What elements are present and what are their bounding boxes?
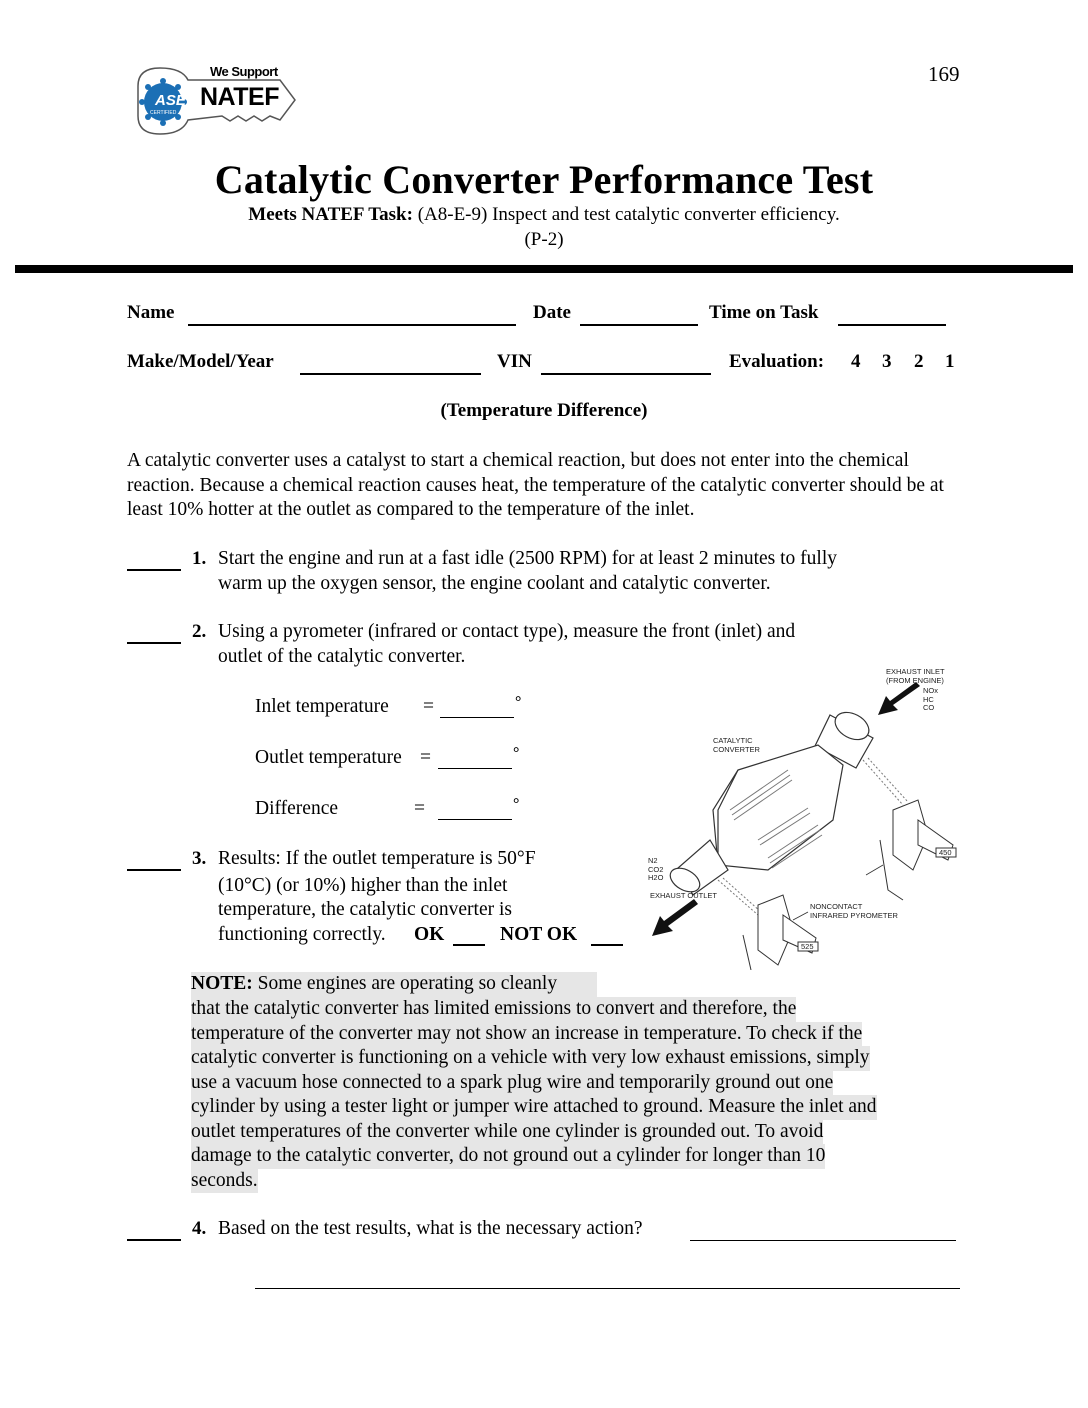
intro-paragraph: A catalytic converter uses a catalyst to start a chemical reaction, but does not enter into the chemical reaction. Because a chemical reaction causes heat, the temperature of the catalytic converter should be at least 10% hotter at the outlet as compared to the temperature of the inlet. [127, 450, 944, 520]
exhaust-inlet-label: EXHAUST INLET (FROM ENGINE) [886, 667, 945, 685]
catalytic-converter-illustration [618, 660, 958, 970]
natef-brand-text: NATEF [200, 83, 279, 111]
note-line: cylinder by using a tester light or jumper wire attached to ground. Measure the inlet and [191, 1095, 877, 1120]
vin-field[interactable] [541, 353, 711, 375]
name-label: Name [127, 302, 175, 323]
difference-degree-symbol: ° [513, 796, 520, 813]
task-label: Meets NATEF Task: [248, 204, 413, 225]
note-line: temperature of the converter may not show an increase in temperature. To check if the [191, 1022, 862, 1047]
inlet-gases: NOx HC CO [923, 686, 938, 712]
difference-equals: = [414, 798, 425, 819]
inlet-temp-label: Inlet temperature [255, 696, 389, 717]
note-line: outlet temperatures of the converter while one cylinder is grounded out. To avoid [191, 1120, 823, 1145]
step-4-check[interactable] [127, 1219, 181, 1241]
time-on-task-field[interactable] [838, 304, 946, 326]
step-1-line2: warm up the oxygen sensor, the engine coolant and catalytic converter. [218, 573, 771, 594]
step-3-check[interactable] [127, 849, 181, 871]
outlet-reading: 525 [801, 942, 814, 951]
outlet-gases: N2 CO2 H2O [648, 856, 664, 882]
ok-label: OK [414, 924, 445, 945]
outlet-degree-symbol: ° [513, 745, 520, 762]
step-3-line1: Results: If the outlet temperature is 50°F [218, 848, 536, 869]
exhaust-outlet-label: EXHAUST OUTLET [650, 891, 717, 900]
make-model-year-label: Make/Model/Year [127, 351, 274, 372]
pyrometer-label: NONCONTACT INFRARED PYROMETER [810, 902, 898, 920]
note-body [191, 997, 877, 1193]
step-1-line1: Start the engine and run at a fast idle (2500 RPM) for at least 2 minutes to fully [218, 548, 837, 569]
catalytic-converter-label: CATALYTIC CONVERTER [713, 736, 760, 754]
inlet-temp-equals: = [423, 696, 434, 717]
evaluation-option-3[interactable]: 3 [882, 351, 892, 372]
step-4-question: Based on the test results, what is the necessary action? [218, 1218, 643, 1239]
outlet-temp-equals: = [420, 747, 431, 768]
inlet-reading: 450 [939, 848, 952, 857]
priority: (P-2) [524, 229, 564, 250]
page-title: Catalytic Converter Performance Test [214, 157, 874, 202]
step-3-line2: (10°C) (or 10%) higher than the inlet [218, 875, 508, 896]
task-line [0, 204, 1088, 226]
page-number: 169 [928, 62, 960, 86]
inlet-degree-symbol: ° [515, 694, 522, 711]
we-support-text: We Support [210, 64, 278, 79]
step-3-line3: temperature, the catalytic converter is [218, 899, 512, 920]
difference-field[interactable] [438, 799, 512, 820]
make-model-year-field[interactable] [300, 353, 481, 375]
step-2-line2: outlet of the catalytic converter. [218, 646, 466, 667]
step-3-line4: functioning correctly. [218, 924, 386, 945]
necessary-action-field[interactable] [690, 1220, 956, 1241]
note-line: seconds. [191, 1169, 258, 1194]
note-label: NOTE: [191, 973, 253, 994]
evaluation-option-4[interactable]: 4 [851, 351, 861, 372]
task-text: (A8-E-9) Inspect and test catalytic converter efficiency. [412, 204, 840, 225]
note-first-line: NOTE: Some engines are operating so cleanly [191, 972, 597, 997]
step-4-number: 4. [192, 1218, 207, 1239]
step-2-check[interactable] [127, 622, 181, 644]
natef-logo [130, 58, 302, 148]
necessary-action-field-line2[interactable] [255, 1268, 960, 1289]
difference-label: Difference [255, 798, 338, 819]
note-line: catalytic converter is functioning on a vehicle with very low exhaust emissions, simply [191, 1046, 870, 1071]
ase-badge-text: ASE [155, 92, 186, 109]
step-1-check[interactable] [127, 549, 181, 571]
outlet-temp-label: Outlet temperature [255, 747, 402, 768]
name-field[interactable] [188, 304, 516, 326]
step-1-number: 1. [192, 548, 207, 569]
ok-field[interactable] [453, 925, 485, 946]
not-ok-label: NOT OK [500, 924, 578, 945]
date-field[interactable] [580, 304, 698, 326]
date-label: Date [533, 302, 571, 323]
section-heading: (Temperature Difference) [440, 400, 648, 421]
note-line: that the catalytic converter has limited emissions to convert and therefore, the [191, 997, 796, 1022]
step-2-number: 2. [192, 621, 207, 642]
catalytic-converter-diagram-icon [618, 660, 958, 970]
vin-label: VIN [497, 351, 532, 372]
note-line: damage to the catalytic converter, do not ground out a cylinder for longer than 10 [191, 1144, 825, 1169]
note-line: use a vacuum hose connected to a spark plug wire and temporarily ground out one [191, 1071, 833, 1096]
ase-certified-text: CERTIFIED [150, 110, 177, 116]
outlet-temp-field[interactable] [438, 748, 512, 769]
header-divider [15, 265, 1073, 273]
step-3-number: 3. [192, 848, 207, 869]
evaluation-label: Evaluation: [729, 351, 825, 372]
evaluation-option-1[interactable]: 1 [945, 351, 955, 372]
time-on-task-label: Time on Task [709, 302, 819, 323]
evaluation-option-2[interactable]: 2 [914, 351, 924, 372]
inlet-temp-field[interactable] [440, 697, 514, 718]
step-2-line1: Using a pyrometer (infrared or contact type), measure the front (inlet) and [218, 621, 796, 642]
